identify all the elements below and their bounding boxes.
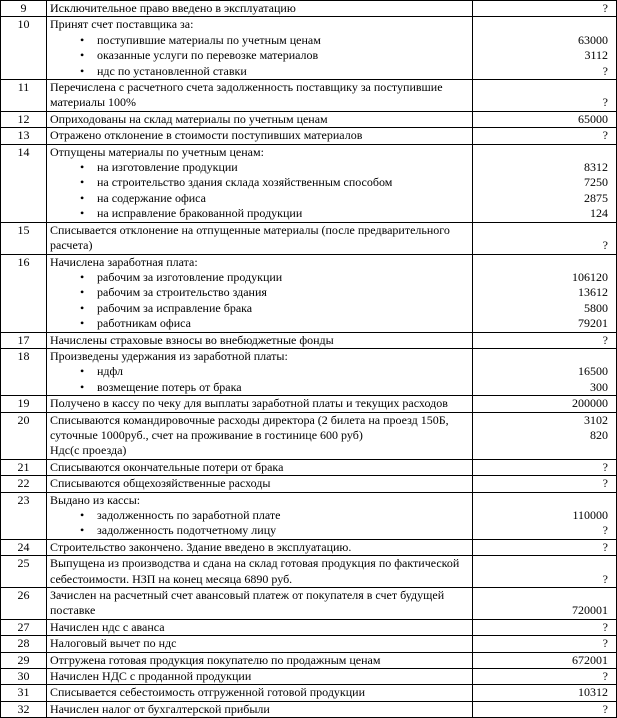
amount-value: ? [602,332,608,347]
table-row [1,459,617,475]
bullet-item: • возмещение потерь от брака [50,380,469,395]
row-number: 23 [1,492,47,539]
amount-cell [473,348,617,395]
amount-value: 10312 [578,685,608,700]
amount-value: 300 [590,379,608,394]
description-line: Начислен НДС с проданной продукции [50,669,252,684]
amount-value: 124 [590,206,608,221]
amount-value: 106120 [572,269,608,284]
amount-value: ? [602,539,608,554]
description-line: Списывается отклонение на отпущенные материалы (после предварительного [50,222,450,237]
table-row [1,701,617,717]
amount-cell [473,80,617,112]
amount-cell [473,701,617,717]
bullet-item: • рабочим за исправление брака [50,301,469,316]
description-line: Перечислена с расчетного счета задолженность поставщику за поступившие [50,80,443,95]
description-line: поставке [50,603,96,618]
bullet-item: • поступившие материалы по учетным ценам [50,33,469,48]
description-line: Налоговый вычет по ндс [50,636,177,651]
operation-description [47,17,473,80]
row-number: 32 [1,701,47,717]
operation-description [47,80,473,112]
operation-description [47,412,473,459]
bullet-item: • рабочим за изготовление продукции [50,270,469,285]
description-line: Списывается себестоимость отгруженной готовой продукции [50,685,366,700]
amount-value: 79201 [578,316,608,331]
amount-value: ? [602,669,608,684]
row-number: 20 [1,412,47,459]
amount-value: ? [602,128,608,143]
bullet-item: • ндфл [50,364,469,379]
operation-description [47,396,473,412]
row-number: 15 [1,222,47,254]
table-row [1,254,617,332]
amount-value [476,443,608,458]
amount-value: ? [602,636,608,651]
description-line: Списываются общехозяйственные расходы [50,476,271,491]
table-row [1,17,617,80]
amount-value: ? [602,523,608,538]
table-row [1,556,617,588]
table-row [1,128,617,144]
amount-value: ? [602,459,608,474]
table-row [1,636,617,652]
description-line: Списываются командировочные расходы директора (2 билета на проезд 150Б, [50,412,449,427]
operation-description [47,348,473,395]
table-row [1,1,617,17]
amount-value: 110000 [572,507,608,522]
amount-value [476,255,608,270]
description-line: Выпущена из производства и сдана на склад готовая продукция по фактической [50,556,460,571]
row-number: 28 [1,636,47,652]
bullet-item: • рабочим за строительство здания [50,285,469,300]
description-line: Отгружена готовая продукция покупателю по продажным ценам [50,652,381,667]
amount-cell [473,476,617,492]
row-number: 26 [1,588,47,620]
description-line: Исключительное право введено в эксплуатацию [50,1,296,15]
description-line: расчета) [50,238,93,253]
row-number: 31 [1,685,47,701]
bullet-item: • задолженность по заработной плате [50,508,469,523]
row-number: 19 [1,396,47,412]
amount-value: ? [602,619,608,634]
operation-description [47,128,473,144]
description-line: Строительство закончено. Здание введено в эксплуатацию. [50,539,352,554]
row-number: 10 [1,17,47,80]
row-number: 14 [1,144,47,222]
operation-description [47,254,473,332]
amount-cell [473,111,617,127]
description-line: Оприходованы на склад материалы по учетным ценам [50,111,328,126]
amount-value: ? [602,95,608,110]
description-line: Ндс(с проезда) [50,443,127,458]
amount-cell [473,619,617,635]
operation-description [47,332,473,348]
description-line: себестоимости. НЗП на конец месяца 6890 руб. [50,571,293,586]
description-line: Произведены удержания из заработной платы: [50,348,288,363]
table-row [1,412,617,459]
operation-description [47,111,473,127]
amount-value [476,588,608,603]
table-row [1,111,617,127]
operation-description [47,652,473,668]
table-row [1,222,617,254]
table-row [1,685,617,701]
row-number: 30 [1,669,47,685]
row-number: 21 [1,459,47,475]
amount-value: 63000 [578,32,608,47]
amount-cell [473,332,617,348]
amount-value [476,493,608,508]
amount-cell [473,128,617,144]
amount-cell [473,17,617,80]
amount-value: ? [602,571,608,586]
table-row [1,539,617,555]
amount-value [476,556,608,571]
operation-description [47,144,473,222]
table-row [1,80,617,112]
operation-description [47,556,473,588]
operation-description [47,701,473,717]
operation-description [47,588,473,620]
row-number: 11 [1,80,47,112]
amount-value [476,349,608,364]
table-row [1,144,617,222]
amount-value: 5800 [584,300,608,315]
table-row [1,476,617,492]
amount-value: ? [602,476,608,491]
description-line: Выдано из кассы: [50,492,141,507]
table-row [1,348,617,395]
table-row [1,652,617,668]
table-row [1,588,617,620]
amount-value: 3112 [584,48,608,63]
amount-cell [473,492,617,539]
amount-cell [473,459,617,475]
amount-cell [473,1,617,17]
table-row [1,619,617,635]
description-line: Получено в кассу по чеку для выплаты заработной платы и текущих расходов [50,396,448,411]
description-line: Отражено отклонение в стоимости поступивших материалов [50,128,363,143]
amount-cell [473,254,617,332]
operation-description [47,636,473,652]
operation-description [47,669,473,685]
bullet-item: • задолженность подотчетному лицу [50,523,469,538]
operation-description [47,685,473,701]
row-number: 24 [1,539,47,555]
amount-value: 65000 [578,111,608,126]
amount-cell [473,669,617,685]
amount-cell [473,636,617,652]
row-number: 29 [1,652,47,668]
description-line: материалы 100% [50,95,136,110]
amount-value: 16500 [578,364,608,379]
row-number: 16 [1,254,47,332]
description-line: Начислен налог от бухгалтерской прибыли [50,701,270,716]
amount-value [476,80,608,95]
bullet-item: • оказанные услуги по перевозке материалов [50,48,469,63]
description-line: Принят счет поставщика за: [50,17,194,32]
row-number: 12 [1,111,47,127]
operation-description [47,492,473,539]
row-number: 17 [1,332,47,348]
amount-value: 820 [590,427,608,442]
row-number: 22 [1,476,47,492]
description-line: Начислены страховые взносы во внебюджетные фонды [50,332,334,347]
operation-description [47,619,473,635]
description-line: Отпущены материалы по учетным ценам: [50,144,264,159]
bullet-item: • ндс по установленной ставки [50,64,469,79]
bullet-item: • на строительство здания склада хозяйственным способом [50,175,469,190]
amount-cell [473,144,617,222]
description-line: суточные 1000руб., счет на проживание в гостинице 600 руб) [50,427,363,442]
operation-description [47,1,473,17]
row-number: 9 [1,1,47,17]
operation-description [47,476,473,492]
row-number: 18 [1,348,47,395]
amount-cell [473,539,617,555]
description-line: Начислена заработная плата: [50,254,198,269]
amount-cell [473,412,617,459]
amount-value [476,17,608,32]
table-row [1,669,617,685]
bullet-item: • на содержание офиса [50,191,469,206]
row-number: 27 [1,619,47,635]
amount-value: 13612 [578,285,608,300]
amount-cell [473,685,617,701]
table-row [1,332,617,348]
amount-cell [473,652,617,668]
bullet-item: • на исправление бракованной продукции [50,206,469,221]
amount-value: 720001 [572,603,608,618]
amount-value: 7250 [584,175,608,190]
amount-value: 8312 [584,160,608,175]
operation-description [47,459,473,475]
amount-value: ? [602,238,608,253]
row-number: 25 [1,556,47,588]
operation-description [47,222,473,254]
table-row [1,396,617,412]
amount-value: ? [602,701,608,716]
amount-value: 672001 [572,652,608,667]
amount-value: 2875 [584,190,608,205]
amount-value: ? [602,63,608,78]
table-row [1,492,617,539]
amount-value: ? [602,1,608,15]
amount-cell [473,222,617,254]
description-line: Зачислен на расчетный счет авансовый платеж от покупателя в счет будущей [50,588,445,603]
description-line: Начислен ндс с аванса [50,619,165,634]
bullet-item: • на изготовление продукции [50,160,469,175]
amount-value: 200000 [572,396,608,411]
amount-cell [473,556,617,588]
amount-value: 3102 [584,412,608,427]
amount-value [476,223,608,238]
bullet-item: • работникам офиса [50,316,469,331]
transactions-body [1,1,617,718]
amount-cell [473,396,617,412]
amount-cell [473,588,617,620]
row-number: 13 [1,128,47,144]
operation-description [47,539,473,555]
amount-value [476,145,608,160]
description-line: Списываются окончательные потери от брака [50,459,284,474]
